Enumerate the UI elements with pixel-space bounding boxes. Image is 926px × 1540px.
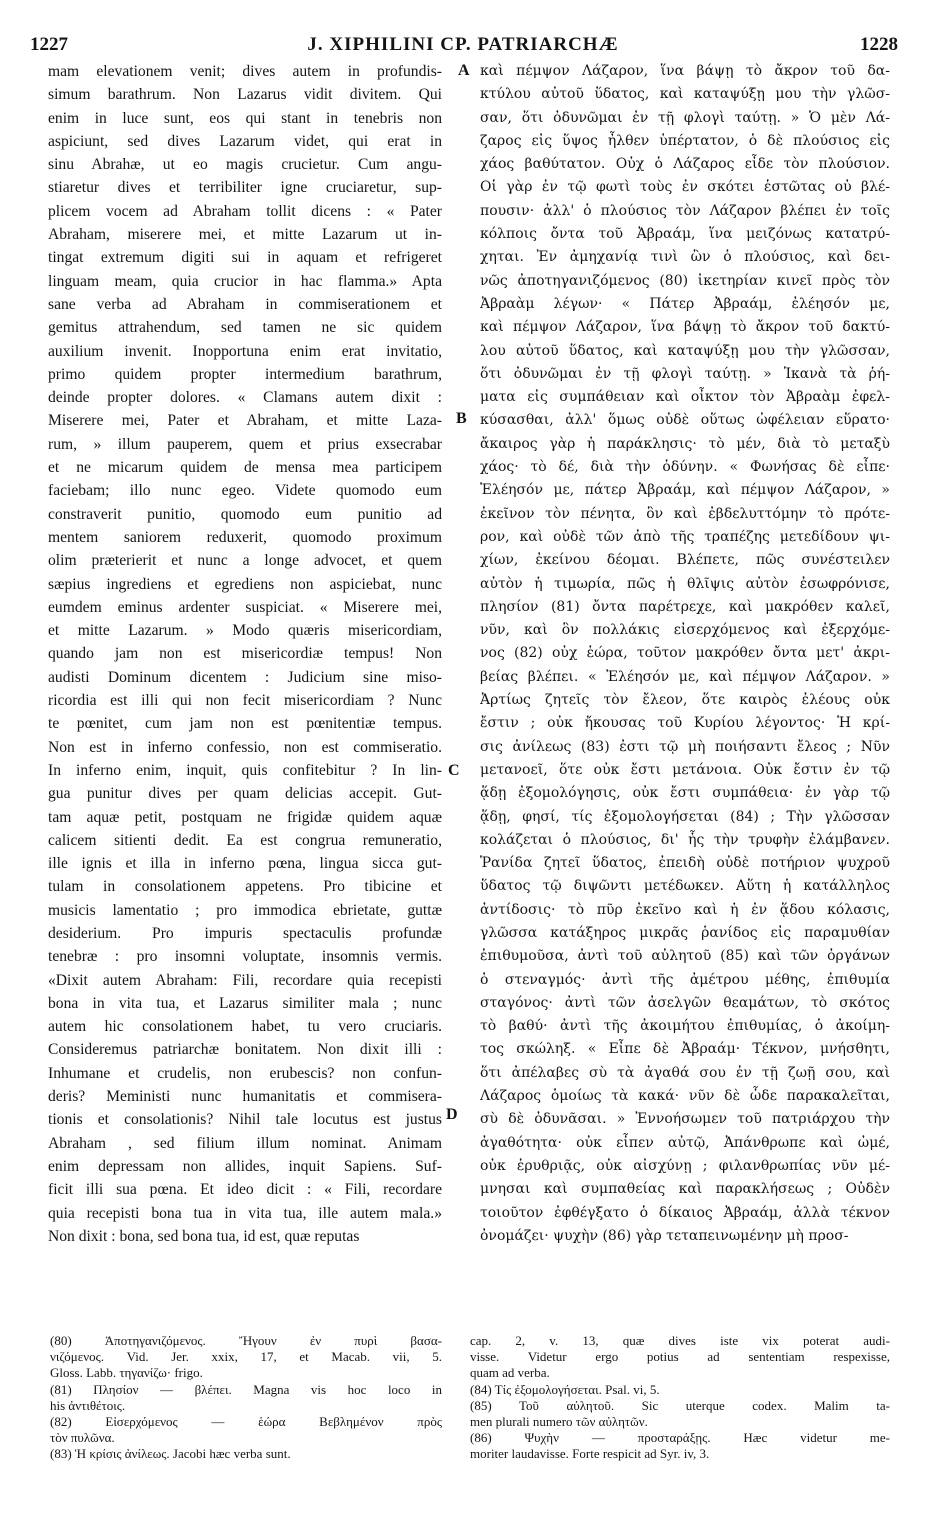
footnote-line: νιζόμενος. Vid. Jer. xxix, 17, et Macab. vii, 5. [50, 1349, 442, 1365]
latin-text-line: sane verba ad Abraham in commiserationem et [48, 295, 442, 313]
running-title: J. XIPHILINI CP. PATRIARCHÆ [307, 34, 619, 55]
latin-text-line: te pœnitet, cum jam non est pœnitentiæ tempus. [48, 715, 442, 733]
greek-text-line: οὐκ ἐρυθριᾷς, οὐκ αἰσχύνῃ ; φιλανθρωπίας νῦν μέ- [480, 1157, 890, 1174]
latin-text-line: quando jam non est misericordiæ tempus! Non [48, 645, 442, 663]
latin-text-line: simum barathrum. Non Lazarus vidit divitem. Qui [48, 86, 442, 104]
latin-text-line: ricordia est illi qui non fecit misericordiam ? Nunc [48, 692, 442, 710]
latin-text-line: gua punitur dives per quam delicias accepit. Gut- [48, 785, 442, 803]
greek-text-line: ἐπιθυμοῦσα, ἀντὶ τοῦ αὐλητοῦ (85) καὶ τῶν ὀργάνων [480, 948, 890, 965]
latin-text-line: auxilium invenit. Inopportuna enim erat invitatio, [48, 342, 442, 360]
greek-text-line: αὐτὸν ἡ τιμωρία, πῶς ἡ θλῖψις αὐτὸν ἐσωφρόνισε, [480, 575, 890, 592]
greek-text-line: χάος· τὸ δέ, διὰ τὴν ὀδύνην. « Φωνήσας δὲ εἶπε· [480, 459, 890, 476]
footnote-line: visse. Videtur ergo potius ad sententiam respexisse, [470, 1349, 890, 1365]
greek-text-line: χίων, ἐκείνου δέομαι. Βλέπετε, πῶς συνέστειλεν [480, 552, 890, 569]
latin-text-line: tingat extremum digiti sui in aquam et refrigeret [48, 249, 442, 267]
footnote-line: quam ad verba. [470, 1365, 550, 1381]
footnote-line: Gloss. Labb. τηγανίζω· frigo. [50, 1365, 203, 1381]
greek-text-line: νῶς ἀποτηγανιζόμενος (80) ἱκετηρίαν κινεῖ πρὸς τὸν [480, 272, 890, 289]
greek-text-line: ρον, καὶ οὐδὲ τῶν ἀπὸ τῆς τραπέζης μετεδίδουν ψι- [480, 528, 890, 545]
footnotes-right [470, 1333, 890, 1463]
latin-text-line: deinde propter dolores. « Clamans autem dixit : [48, 389, 442, 407]
greek-text-line: τοιοῦτον ἐφθέγξατο ὁ δίκαιος Ἀβραάμ, ἀλλὰ τέκνον [480, 1204, 890, 1221]
greek-text-line: ὁ στεναγμός· ἀντὶ τῆς ἀμέτρου μέθης, ἐπιθυμία [480, 971, 890, 988]
greek-column [480, 60, 890, 1248]
latin-text-line: tulam in consolationem appetens. Pro tibicine et [48, 878, 442, 896]
greek-text-line: νῦν, καὶ ὃν πολλάκις εἰσερχόμενος καὶ ἐξερχόμε- [480, 622, 890, 639]
footnote-line: cap. 2, v. 13, quæ dives iste vix poterat audi- [470, 1333, 890, 1348]
greek-text-line: σὺ δὲ ὀδυνᾶσαι. » Ἐννοήσωμεν τοῦ πατριάρχου τὴν [480, 1111, 890, 1128]
latin-text-line: Abraham , sed filium illum nominat. Animam [48, 1134, 442, 1152]
latin-text-line: sinu Abrahæ, ut eo magis crucietur. Cum angu- [48, 156, 442, 174]
greek-text-line: νος (82) οὐχ ἑώρα, τοῦτον μακρόθεν ὄντα μετ' ἀκρι- [480, 645, 890, 662]
latin-text-line: stiaretur dives et terribiliter igne cruciaretur, sup- [48, 179, 442, 197]
latin-text-line: bona in vita tua, et Lazarus similiter mala ; nunc [48, 994, 442, 1012]
latin-text-line: tam aquæ petit, postquam ne frigidæ quidem aquæ [48, 808, 442, 826]
latin-text-line: faciebam; illo nunc egeo. Videte quomodo eum [48, 482, 442, 500]
greek-text-line: ὀνομάζει· ψυχὴν (86) γὰρ τεταπεινωμένην μὴ προσ- [480, 1227, 849, 1244]
latin-text-line: Inhumane et crudelis, non erubescis? non confun- [48, 1064, 442, 1082]
greek-text-line: ἀγαθότητα· οὐκ εἶπεν αὐτῷ, Ἀπάνθρωπε καὶ ὠμέ, [480, 1134, 890, 1151]
greek-text-line: κόλποις ὄντα τοῦ Ἀβραάμ, ἵνα μειζόνως κατατρύ- [480, 226, 890, 243]
greek-text-line: ματα εἰς συμπάθειαν καὶ οἶκτον τὸν Ἀβραὰμ ἐφελ- [480, 389, 890, 406]
greek-text-line: πλησίον (81) ὄντα παρέτρεχε, καὶ μακρόθεν καλεῖ, [480, 598, 890, 615]
footnote-line: (84) Τίς ἐξομολογήσεται. Psal. vi, 5. [470, 1381, 660, 1397]
latin-text-line: sæpius ingrediens et egrediens non aspiciebat, nunc [48, 575, 442, 593]
latin-text-line: Abraham, miserere mei, et mitte Lazarum ut in- [48, 226, 442, 244]
greek-text-line: κολάζεται ὁ πλούσιος, δι' ἧς τὴν τρυφὴν ἐλάμβανεν. [480, 831, 890, 848]
greek-text-line: Ἀβραὰμ λέγων· « Πάτερ Ἀβραάμ, ἐλέησόν με, [480, 295, 890, 312]
footnotes-left [50, 1333, 442, 1463]
greek-text-line: ἐκεῖνον τὸν πένητα, ὃν καὶ ἐβδελυττόμην τὸ πρότε- [480, 505, 890, 522]
footnote-line: (86) Ψυχὴν — προσταράξῃς. Hæc videtur me- [470, 1430, 890, 1446]
latin-text-line: In inferno enim, inquit, quis confitebitur ? In lin- [48, 761, 442, 779]
greek-text-line: μετανοεῖ, ὅτε οὐκ ἔστι μετάνοια. Οὐκ ἔστιν ἐν τῷ [480, 761, 890, 778]
latin-text-line: gemitus attrahendum, sed tamen ne sic quidem [48, 319, 442, 337]
greek-text-line: βείας βλέπει. « Ἐλέησόν με, καὶ πέμψον Λάζαρον. » [480, 668, 890, 685]
section-marker-c: C [448, 762, 460, 779]
greek-text-line: κύσασθαι, ἀλλ' ὅμως οὐδὲ οὕτως ὠφέλειαν εὕρατο· [480, 412, 890, 429]
greek-text-line: σαν, ὅτι ὀδυνῶμαι ἐν τῇ φλογὶ ταύτῃ. » Ὁ μὲν Λά- [480, 109, 890, 126]
latin-text-line: et mitte Lazarum. » Modo quæris misericordiam, [48, 622, 442, 640]
latin-text-line: quia recepisti bona tua in vita tua, ille autem mala.» [48, 1204, 442, 1222]
greek-text-line: ζαρος εἰς ὕψος ἦλθεν ὑπέρτατον, ὁ δὲ πλούσιος εἰς [480, 132, 890, 149]
footnote-line: τὸν πυλῶνα. [50, 1430, 115, 1446]
latin-text-line: enim depressam non allides, inquit Sapiens. Suf- [48, 1157, 442, 1175]
latin-text-line: ficit illi sua pœna. Et ideo dicit : « Fili, recordare [48, 1181, 442, 1199]
latin-text-line: Non dixit : bona, sed bona tua, id est, quæ reputas [48, 1227, 360, 1245]
footnote-line: (85) Τοῦ αὐλητοῦ. Sic uterque codex. Malim ta- [470, 1397, 890, 1413]
latin-text-line: eumdem eminus ardenter suspiciat. « Miserere mei, [48, 598, 442, 616]
greek-text-line: ᾅδῃ ἐξομολόγησις, οὐκ ἔστι συμπάθεια· ἐν γὰρ τῷ [480, 785, 890, 802]
greek-text-line: τος σκώληξ. « Εἶπε δὲ Ἀβραάμ· Τέκνον, μνήσθητι, [480, 1041, 890, 1058]
latin-text-line: aspiciunt, sed dives Lazarum videt, qui erat in [48, 132, 442, 150]
latin-text-line: ille ignis et illa in inferno pœna, lingua sicca gut- [48, 855, 442, 873]
latin-text-line: autem hic consolationem habet, tu vero cruciaris. [48, 1018, 442, 1036]
latin-text-line: audisti Dominum dicentem : Judicium sine miso- [48, 668, 442, 686]
greek-text-line: ὅτι ἀπέλαβες σὺ τὰ ἀγαθά σου ἐν τῇ ζωῇ σου, καὶ [480, 1064, 890, 1081]
latin-text-line: plicem vocem ad Abraham tollit dicens : « Pater [48, 202, 442, 220]
latin-text-line: et ne micarum quidem de mensa mea participem [48, 459, 442, 477]
latin-text-line: enim in luce sunt, eos qui stant in tenebris non [48, 109, 442, 127]
running-header [0, 28, 926, 62]
greek-text-line: χάος βαθύτατον. Οὐχ ὁ Λάζαρος εἶδε τὸν πλούσιον. [480, 156, 890, 173]
greek-text-line: λου αὐτοῦ ὕδατος, καὶ καταψύξῃ μου τὴν γλῶσσαν, [480, 342, 890, 359]
latin-text-line: mentem saniorem reduxerit, quomodo proximum [48, 528, 442, 546]
section-marker-a: A [458, 62, 470, 79]
footnote-line: his ἀντιθέτοις. [50, 1397, 126, 1413]
greek-text-line: ἔστιν ; οὐκ ἤκουσας τοῦ Κυρίου λέγοντος· Ἡ κρί- [480, 715, 890, 732]
latin-text-line: deris? Meministi nunc humanitatis et commisera- [48, 1088, 442, 1106]
latin-text-line: Non est in inferno confessio, non est commiseratio. [48, 738, 442, 756]
greek-text-line: Οἱ γὰρ ἐν τῷ φωτὶ τοὺς ἐν σκότει ἑστῶτας οὐ βλέ- [480, 179, 890, 196]
footnote-line: moriter laudavisse. Forte respicit ad Syr. iv, 3. [470, 1446, 710, 1462]
footnote-line: (80) Ἀποτηγανιζόμενος. Ἤγουν ἐν πυρὶ βασα- [50, 1333, 442, 1348]
latin-text-line: mam elevationem venit; dives autem in profundis- [48, 63, 442, 80]
greek-text-line: Ῥανίδα ζητεῖ ὕδατος, ἐπειδὴ οὐδὲ ποτήριον ψυχροῦ [480, 855, 890, 872]
greek-text-line: γλῶσσα κατάξηρος μικρᾶς ῥανίδος εἰς παραμυθίαν [480, 924, 890, 941]
greek-text-line: Λάζαρος ὁμοίως τὰ κακά· νῦν δὲ ὧδε παρακαλεῖται, [480, 1088, 890, 1105]
greek-text-line: κτύλου αὐτοῦ ὕδατος, καὶ καταψύξῃ μου τὴν γλῶσ- [480, 86, 890, 103]
page-number-right: 1228 [860, 34, 898, 55]
greek-text-line: χηται. Ἐν ἀμηχανίᾳ τινὶ ὢν ὁ πλούσιος, καὶ δει- [480, 249, 890, 266]
greek-text-line: μνησαι καὶ συμπαθείας καὶ παρακλήσεως ; Οὐδὲν [480, 1181, 890, 1198]
greek-text-line: ὅτι ὀδυνῶμαι ἐν τῇ φλογὶ ταύτῃ. » Ἱκανὰ τὰ ῥή- [480, 365, 890, 382]
latin-text-line: «Dixit autem Abraham: Fili, recordare quia recepisti [48, 971, 442, 989]
latin-text-line: Consideremus patriarchæ bonitatem. Non dixit illi : [48, 1041, 442, 1059]
greek-text-line: καὶ πέμψον Λάζαρον, ἵνα βάψῃ τὸ ἄκρον τοῦ δακτύ- [480, 319, 890, 336]
latin-text-line: musicis lamentatio ; pro immodica ebrietate, guttæ [48, 901, 442, 919]
latin-text-line: rum, » illum pauperem, quem et prius exsecrabar [48, 435, 442, 453]
greek-text-line: σις ἀνίλεως (83) ἐστι τῷ μὴ ποιήσαντι ἔλεος ; Νῦν [480, 738, 890, 755]
footnote-line: (82) Εἰσερχόμενος — ἑώρα Βεβλημένον πρὸς [50, 1413, 442, 1429]
latin-text-line: tenebræ : pro insomni voluptate, insomnis vermis. [48, 948, 442, 966]
greek-text-line: Ἐλέησόν με, πάτερ Ἀβραάμ, καὶ πέμψον Λάζαρον, » [480, 482, 890, 499]
latin-text-line: linguam meam, quia crucior in hac flamma.» Apta [48, 272, 442, 290]
greek-text-line: ᾅδῃ, φησί, τίς ἐξομολογήσεται (84) ; Τὴν γλῶσσαν [480, 808, 890, 825]
latin-text-line: olim præterierit et nunc a longe advocet, et quem [48, 552, 442, 570]
latin-column [48, 60, 442, 1248]
latin-text-line: constraverit punitio, quomodo eum punitio ad [48, 505, 442, 523]
greek-text-line: καὶ πέμψον Λάζαρον, ἵνα βάψῃ τὸ ἄκρον τοῦ δα- [480, 63, 890, 79]
greek-text-line: Ἀρτίως ζητεῖς τὸν ἔλεον, ὅτε καιρὸς ἐλέους οὐκ [480, 692, 890, 709]
greek-text-line: πουσιν· ἀλλ' ὁ πλούσιος τὸν Λάζαρον βλέπει ἐν τοῖς [480, 202, 890, 219]
footnote-line: (81) Πλησίον — βλέπει. Magna vis hoc loco in [50, 1381, 442, 1397]
greek-text-line: ἄκαιρος γὰρ ἡ παράκλησις· τὸ μέν, διὰ τὸ μεταξὺ [480, 435, 890, 452]
greek-text-line: ἀντίδοσις· τὸ πῦρ ἐκεῖνο καὶ ἡ ἐν ᾅδου κόλασις, [480, 901, 890, 918]
greek-text-line: τὸ βαθύ· ἀντὶ τῆς ἀκοιμήτου ἐπιθυμίας, ὁ ἀκοίμη- [480, 1018, 890, 1035]
greek-text-line: σταγόνος· ἀντὶ τῶν ἀσελγῶν θεαμάτων, τὸ σκότος [480, 994, 890, 1011]
section-marker-b: B [456, 410, 467, 427]
latin-text-line: tionis et consolationis? Nihil tale locutus est justus [48, 1111, 442, 1129]
section-marker-d: D [446, 1106, 458, 1123]
latin-text-line: Miserere mei, Pater et Abraham, et mitte Laza- [48, 412, 442, 430]
footnote-line: men plurali numero τῶν αὐλητῶν. [470, 1413, 648, 1429]
latin-text-line: calicem sitienti dedit. Ea est congrua remuneratio, [48, 831, 442, 849]
latin-text-line: primo quidem propter intermedium barathrum, [48, 365, 442, 383]
latin-text-line: desiderium. Pro impuris spectaculis profundæ [48, 924, 442, 942]
page-number-left: 1227 [30, 34, 68, 55]
greek-text-line: ὕδατος τῷ διψῶντι μετέδωκεν. Αὕτη ἡ κατάλληλος [480, 878, 890, 895]
footnote-line: (83) Ἡ κρίσις ἀνίλεως. Jacobi hæc verba sunt. [50, 1446, 291, 1462]
